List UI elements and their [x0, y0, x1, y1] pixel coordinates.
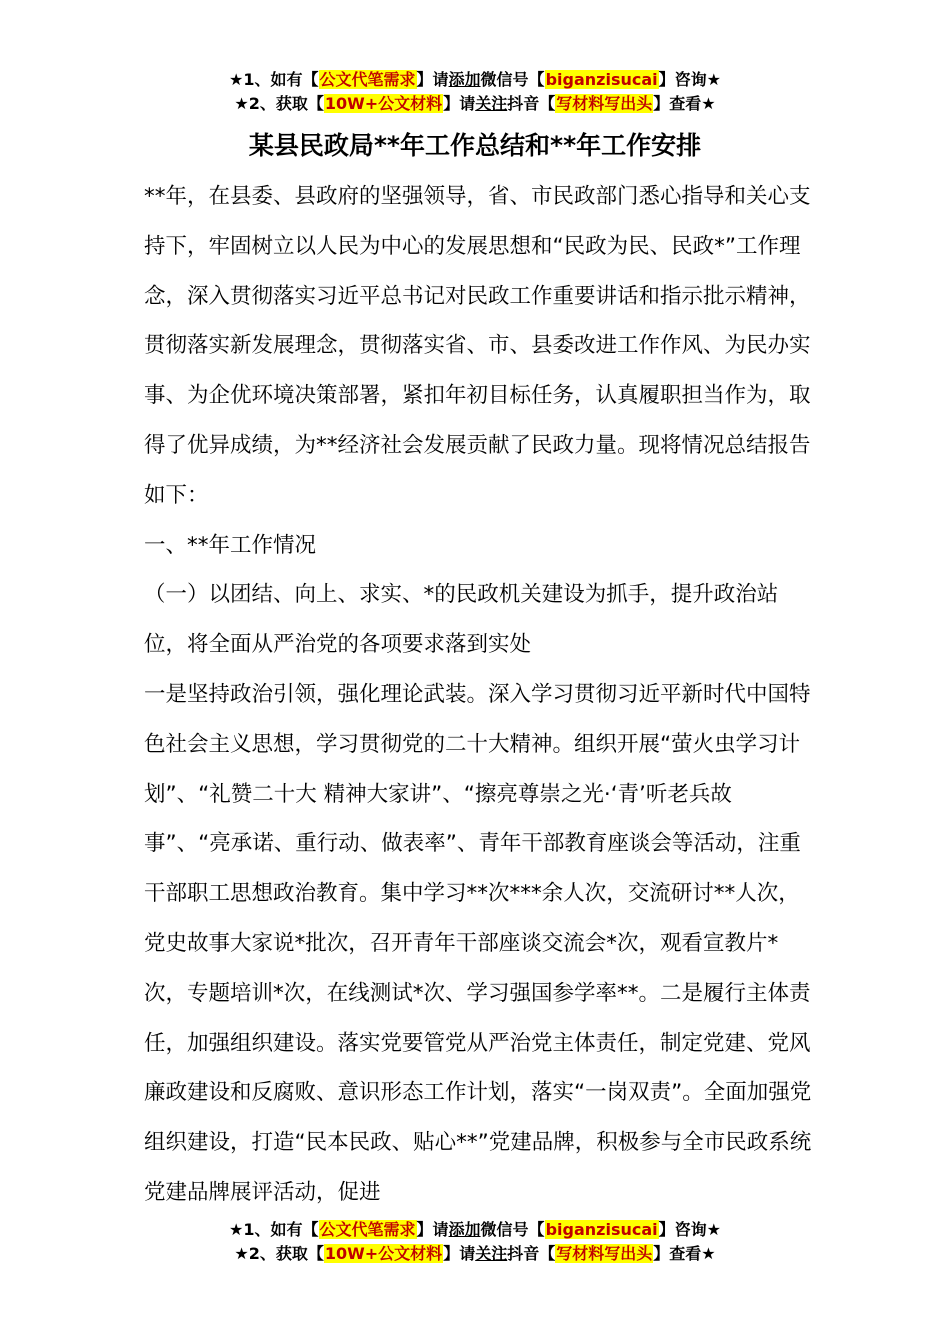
promo-text: 】请 — [443, 1244, 476, 1263]
promo-highlight: 10W+公文材料 — [324, 1244, 443, 1263]
wechat-id: biganzisucai — [545, 1220, 658, 1239]
promo-text: 】查看★ — [653, 1244, 716, 1263]
paragraph-party-building: 一是坚持政治引领，强化理论武装。深入学习贯彻习近平新时代中国特色社会主义思想，学习贯彻党的二十大精神。组织开展“萤火虫学习计划”、“礼赞二十大 精神大家讲”、“擦亮尊崇之光·‘青’听老兵故事”、“亮承诺、重行动、做表率”、青年干部教育座谈会等活动，注重干部职工思想政治教育。集中学习**次***余人次，交流研讨**人次，党史故事大家说*批次，召开青年干部座谈交流会*次，观看宣教片*次，专题培训*次，在线测试*次、学习强国参学率**。二是履行主体责任，加强组织建设。落实党要管党从严治党主体责任，制定党建、党风廉政建设和反腐败、意识形态工作计划，落实“一岗双责”。全面加强党组织建设，打造“民本民政、贴心**”党建品牌，积极参与全市民政系统党建品牌展评活动，促进 — [144, 681, 812, 1205]
promo-underline-text: 关注 — [475, 1244, 508, 1263]
promo-banner-bottom — [0, 1218, 950, 1266]
paragraph-intro: **年，在县委、县政府的坚强领导，省、市民政部门悉心指导和关心支持下，牢固树立以人民为中心的发展思想和“民政为民、民政*”工作理念，深入贯彻落实习近平总书记对民政工作重要讲话和指示批示精神，贯彻落实新发展理念，贯彻落实省、市、县委改进工作作风、为民办实事、为企优环境决策部署，紧扣年初目标任务，认真履职担当作为，取得了优异成绩，为**经济社会发展贡献了民政力量。现将情况总结报告如下： — [144, 184, 811, 508]
promo-text: 】请 — [416, 1220, 449, 1239]
promo-highlight: 10W+公文材料 — [324, 94, 443, 113]
promo-underline-text: 添加 — [448, 1220, 481, 1239]
promo-text: 】查看★ — [653, 94, 716, 113]
promo-line-1 — [0, 68, 950, 92]
document-title: 某县民政局**年工作总结和**年工作安排 — [248, 131, 702, 160]
promo-text: 】咨询★ — [658, 1220, 721, 1239]
promo-text: 抖音【 — [507, 94, 556, 113]
wechat-id: biganzisucai — [545, 70, 658, 89]
promo-highlight: 公文代笔需求 — [319, 1220, 416, 1239]
douyin-account: 写材料写出头 — [556, 94, 653, 113]
promo-highlight: 公文代笔需求 — [319, 70, 416, 89]
promo-text: 】请 — [416, 70, 449, 89]
promo-banner-top — [0, 68, 950, 116]
subsection-heading: （一）以团结、向上、求实、*的民政机关建设为抓手，提升政治站位，将全面从严治党的各项要求落到实处 — [144, 582, 779, 658]
douyin-account: 写材料写出头 — [556, 1244, 653, 1263]
promo-underline-text: 关注 — [475, 94, 508, 113]
promo-underline-text: 添加 — [448, 70, 481, 89]
promo-text: 抖音【 — [507, 1244, 556, 1263]
document-body — [144, 172, 812, 1218]
promo-text: ★1、如有【 — [229, 1220, 319, 1239]
promo-text: ★2、获取【 — [234, 1244, 324, 1263]
promo-text: ★2、获取【 — [234, 94, 324, 113]
promo-text: 】请 — [443, 94, 476, 113]
promo-line-2 — [0, 1242, 950, 1266]
promo-text: ★1、如有【 — [229, 70, 319, 89]
promo-text: 】咨询★ — [658, 70, 721, 89]
promo-line-2 — [0, 92, 950, 116]
promo-text: 微信号【 — [480, 70, 545, 89]
promo-text: 微信号【 — [480, 1220, 545, 1239]
promo-line-1 — [0, 1218, 950, 1242]
section-heading: 一、**年工作情况 — [144, 532, 317, 558]
